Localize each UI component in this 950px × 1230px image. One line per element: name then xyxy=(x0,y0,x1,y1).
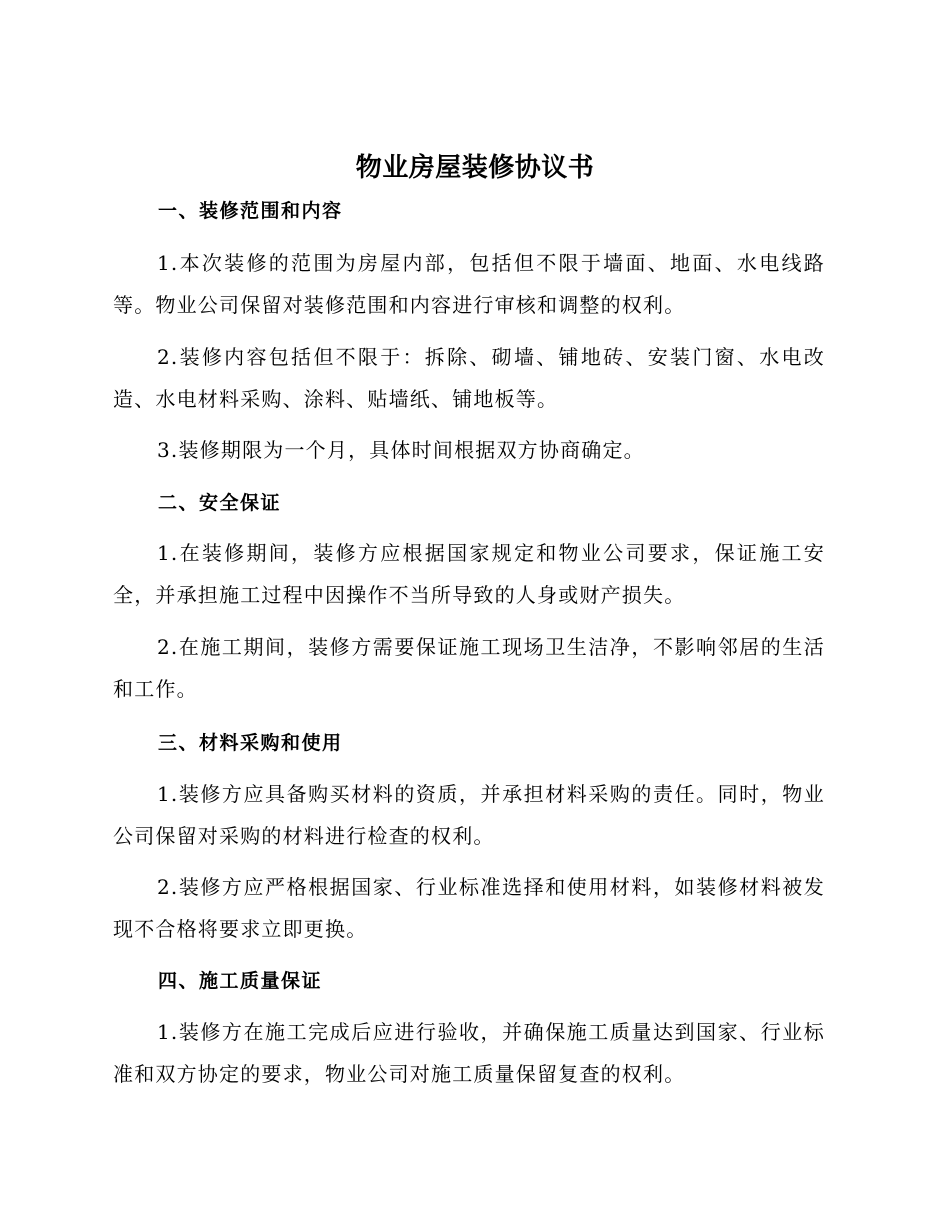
section-heading-scope: 一、装修范围和内容 xyxy=(158,200,343,222)
paragraph-quality-1: 1.装修方在施工完成后应进行验收，并确保施工质量达到国家、行业标准和双方协定的要求，物业公司对施工质量保留复查的权利。 xyxy=(113,1020,825,1086)
document-title: 物业房屋装修协议书 xyxy=(355,153,595,183)
paragraph-scope-2: 2.装修内容包括但不限于：拆除、砌墙、铺地砖、安装门窗、水电改造、水电材料采购、涂料、贴墙纸、铺地板等。 xyxy=(113,345,825,411)
paragraph-materials-2: 2.装修方应严格根据国家、行业标准选择和使用材料，如装修材料被发现不合格将要求立即更换。 xyxy=(113,875,825,941)
section-heading-quality: 四、施工质量保证 xyxy=(158,970,323,992)
section-heading-materials: 三、材料采购和使用 xyxy=(158,732,343,754)
paragraph-scope-3: 3.装修期限为一个月，具体时间根据双方协商确定。 xyxy=(157,438,645,462)
paragraph-safety-1: 1.在装修期间，装修方应根据国家规定和物业公司要求，保证施工安全，并承担施工过程中因操作不当所导致的人身或财产损失。 xyxy=(113,541,825,607)
paragraph-safety-2: 2.在施工期间，装修方需要保证施工现场卫生洁净，不影响邻居的生活和工作。 xyxy=(113,635,825,701)
paragraph-scope-1: 1.本次装修的范围为房屋内部，包括但不限于墙面、地面、水电线路等。物业公司保留对装修范围和内容进行审核和调整的权利。 xyxy=(113,251,825,317)
section-heading-safety: 二、安全保证 xyxy=(158,492,282,514)
paragraph-materials-1: 1.装修方应具备购买材料的资质，并承担材料采购的责任。同时，物业公司保留对采购的材料进行检查的权利。 xyxy=(113,782,825,848)
